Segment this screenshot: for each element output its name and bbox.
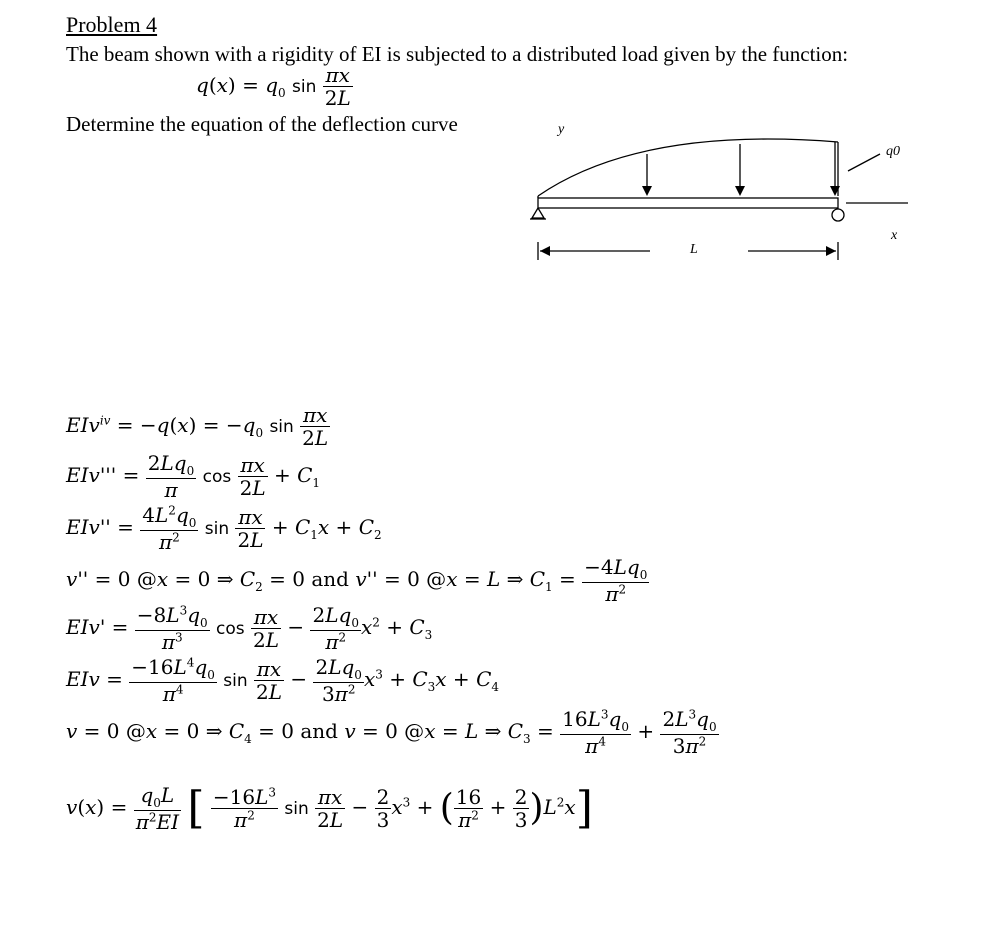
beam xyxy=(538,198,838,208)
boundary-condition-1: v'' = 0 @x = 0 ⇒ $C_2 = 0$ and v'' = 0 @x = L ⇒ $C_1$ = $\frac{-4Lq_0}{\pi^2}$ xyxy=(66,555,648,607)
beam-diagram xyxy=(520,120,920,270)
load-function: $q(x) = q_0$ sin $\frac{\pi x}{2L}$ xyxy=(196,63,351,110)
load-curve xyxy=(538,139,838,196)
span-label: L xyxy=(690,242,698,257)
boundary-condition-2: v = 0 @x = 0 ⇒ $C_4 = 0$ and v = 0 @x = L ⇒ $C_3$ = $\frac{16L^3q_0}{\pi^4}$ + $\frac{2L^3q_0}{3\pi^2}$ xyxy=(66,707,717,759)
y-axis-label: y xyxy=(558,122,565,137)
pin-support xyxy=(532,208,544,218)
problem-task: Determine the equation of the deflection curve xyxy=(66,112,458,136)
equation-3: EIv'' = $\frac{4L^2q_0}{\pi^2}$ sin $\frac{\pi x}{2L}$ + $C_1x + C_2$ xyxy=(66,503,382,555)
equation-1: $EIv^{iv} = -q(x) = -q_0$ sin $\frac{\pi x}{2L}$ xyxy=(66,403,329,450)
equation-5: EIv = $\frac{-16L^4q_0}{\pi^4}$ sin $\frac{\pi x}{2L}$ − $\frac{2Lq_0}{3\pi^2}$ $x^3 + C_3x + C_4$ xyxy=(66,655,500,707)
equation-4: EIv' = $\frac{-8L^3q_0}{\pi^3}$ cos $\frac{\pi x}{2L}$ − $\frac{2Lq_0}{\pi^2}$ $x^2 + C_3$ xyxy=(66,603,433,655)
equation-2: EIv''' = $\frac{2Lq_0}{\pi}$ cos $\frac{\pi x}{2L}$ + $C_1$ xyxy=(66,451,321,503)
problem-title: Problem 4 xyxy=(66,12,158,37)
roller-support xyxy=(832,209,844,221)
q0-label: q0 xyxy=(886,144,900,159)
span-dimension xyxy=(538,242,838,260)
problem-intro: The beam shown with a rigidity of EI is subjected to a distributed load given by the function: xyxy=(66,42,849,66)
deflection-equation: v(x) = $\frac{q_0L}{\pi^2EI}$ [ $\frac{-16L^3}{\pi^2}$ sin $\frac{\pi x}{2L}$ − $\frac{2}{3}$ $x^3$ + ( $\frac{16}{\pi^2}$ + $\frac{2}{3}$ )$L^2x$] xyxy=(66,782,593,835)
q0-leader-line xyxy=(848,154,880,171)
load-arrows xyxy=(642,142,840,196)
x-axis-label: x xyxy=(891,228,898,243)
